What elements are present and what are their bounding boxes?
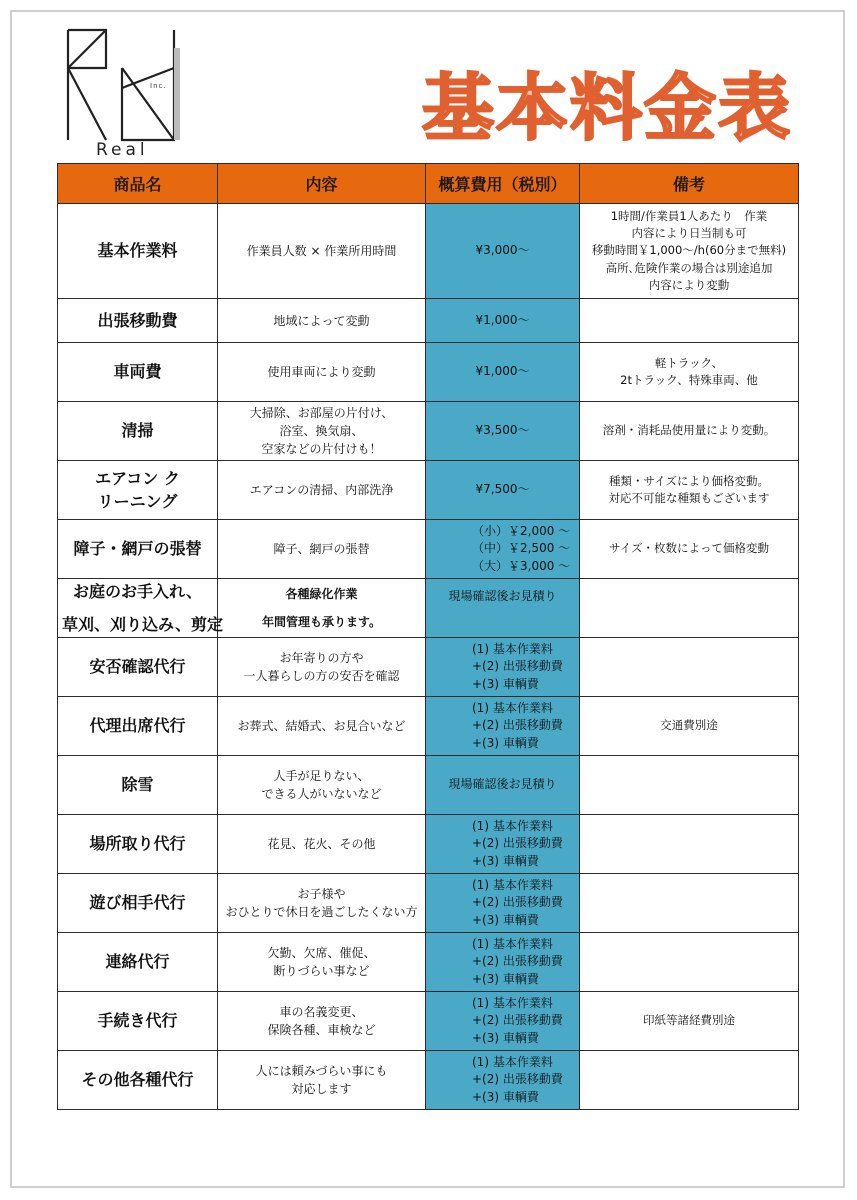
cell-text-line: 各種緑化作業 — [285, 587, 358, 601]
row-cost-cell — [426, 343, 580, 402]
row-cost-cell — [426, 992, 580, 1051]
cell-text-line: 対応不可能な種類もございます — [608, 491, 770, 505]
row-name-cell — [58, 756, 218, 815]
cell-text-line: 印紙等諸経費別途 — [643, 1013, 735, 1028]
cell-text-line: 手続き代行 — [97, 1011, 178, 1031]
row-note-cell — [580, 992, 799, 1051]
row-cost-cell — [426, 815, 580, 874]
row-note-cell — [580, 579, 799, 638]
table-row — [58, 402, 799, 461]
row-name-cell — [58, 579, 223, 638]
table-row — [58, 933, 799, 992]
table-row — [58, 520, 799, 579]
cell-text-line: 高所､危険作業の場合は別途追加 — [605, 260, 773, 275]
cell-text-line: お葬式、結婚式、お見合いなど — [237, 719, 406, 733]
cell-text-line: エアコン ク — [95, 468, 180, 488]
cell-text-line: 種類・サイズにより価格変動。 — [608, 473, 770, 488]
table-row — [58, 697, 799, 756]
cell-text-line: 軽トラック、 — [654, 355, 724, 370]
cell-text-line: 人には頼みづらい事にも — [255, 1064, 388, 1078]
cell-text-line: 除雪 — [121, 775, 154, 795]
table-body — [58, 204, 799, 1110]
cell-text-line: ¥1,000〜 — [475, 312, 530, 327]
row-content-cell — [218, 933, 426, 992]
cell-text-line: 人手が足りない、 — [273, 769, 370, 783]
cell-text-line: +(3) 車輌費 — [472, 1089, 539, 1104]
cell-text-line: (1) 基本作業料 — [472, 936, 553, 951]
row-content-cell — [218, 992, 426, 1051]
row-content-cell — [218, 402, 426, 461]
cell-text-line: 障子・網戸の張替 — [73, 539, 202, 559]
row-note-cell — [580, 815, 799, 874]
cell-text-line: 作業員人数 × 作業所用時間 — [246, 244, 397, 258]
cell-text-line: +(2) 出張移動費 — [472, 895, 563, 910]
row-cost-cell — [426, 402, 580, 461]
cell-text-line: 現場確認後お見積り — [448, 777, 557, 792]
row-note-cell — [580, 756, 799, 815]
cell-text-line: (1) 基本作業料 — [472, 818, 553, 833]
cell-text-line: （大）￥3,000 〜 — [472, 558, 571, 573]
table-row — [58, 992, 799, 1051]
row-name-cell — [58, 992, 218, 1051]
cell-text-line: 安否確認代行 — [89, 657, 186, 677]
header-content: 内容 — [218, 164, 426, 204]
row-cost-cell — [426, 756, 580, 815]
cell-text-line: +(3) 車輌費 — [472, 971, 539, 986]
cell-text-line: 現場確認後お見積り — [448, 589, 557, 604]
logo-wordmark: Real — [96, 140, 149, 160]
cell-text-line: 交通費別途 — [660, 718, 718, 733]
cell-text-line: ¥1,000〜 — [475, 364, 530, 379]
cell-text-line: 空家などの片付けも！ — [261, 442, 382, 456]
cell-text-line: 欠勤、欠席、催促、 — [267, 946, 376, 960]
cell-text-line: +(2) 出張移動費 — [472, 718, 563, 733]
row-content-cell — [218, 579, 426, 638]
table-row — [58, 299, 799, 343]
cell-text-line: 場所取り代行 — [89, 834, 186, 854]
row-name-cell — [58, 815, 218, 874]
cell-text-line: 花見、花火、その他 — [267, 837, 376, 851]
table-row — [58, 815, 799, 874]
cell-text-line: +(2) 出張移動費 — [472, 659, 563, 674]
row-name-cell — [58, 204, 218, 299]
row-cost-cell — [426, 638, 580, 697]
cell-text-line: 1時間/作業員1人あたり 作業 — [610, 208, 768, 223]
row-note-cell — [580, 402, 799, 461]
cell-text-line: 対応します — [291, 1082, 352, 1096]
row-cost-cell — [426, 520, 580, 579]
cell-text-line: (1) 基本作業料 — [472, 700, 553, 715]
row-content-cell — [218, 756, 426, 815]
cell-text-line: +(3) 車輌費 — [472, 853, 539, 868]
cell-text-line: 一人暮らしの方の安否を確認 — [243, 669, 400, 683]
cell-text-line: 内容により変動 — [648, 277, 730, 292]
cell-text-line: おひとりで休日を過ごしたくない方 — [225, 905, 418, 919]
table-row — [58, 638, 799, 697]
cell-text-line: +(3) 車輌費 — [472, 676, 539, 691]
cell-text-line: 移動時間￥1,000〜/h(60分まで無料) — [591, 243, 787, 258]
cell-text-line: (1) 基本作業料 — [472, 995, 553, 1010]
cell-text-line: +(3) 車輌費 — [472, 1030, 539, 1045]
row-content-cell — [218, 204, 426, 299]
cell-text-line: 草刈、刈り込み、剪定 — [62, 615, 223, 634]
cell-text-line: +(3) 車輌費 — [472, 912, 539, 927]
cell-text-line: お年寄りの方や — [279, 651, 364, 665]
cell-text-line: (1) 基本作業料 — [472, 1054, 553, 1069]
row-cost-cell — [426, 1051, 580, 1110]
cell-text-line: +(2) 出張移動費 — [472, 1013, 563, 1028]
table-row — [58, 343, 799, 402]
row-note-cell — [580, 638, 799, 697]
row-name-cell — [58, 697, 218, 756]
row-note-cell — [580, 204, 799, 299]
row-name-cell — [58, 933, 218, 992]
cell-text-line: 使用車両により変動 — [267, 365, 376, 379]
cell-text-line: 連絡代行 — [105, 952, 170, 972]
cell-text-line: できる人がいないなど — [261, 787, 382, 801]
price-table — [57, 163, 799, 1110]
cell-text-line: 浴室、換気扇、 — [279, 424, 364, 438]
row-content-cell — [218, 697, 426, 756]
row-cost-cell — [426, 461, 580, 520]
table-row — [58, 756, 799, 815]
row-note-cell — [580, 299, 799, 343]
row-name-cell — [58, 1051, 218, 1110]
row-name-cell — [58, 874, 218, 933]
logo-inc-text: Inc. — [150, 82, 167, 90]
row-note-cell — [580, 343, 799, 402]
header-product-name: 商品名 — [58, 164, 218, 204]
cell-text-line: お子様や — [297, 887, 346, 901]
row-content-cell — [218, 815, 426, 874]
cell-text-line: 車の名義変更、 — [279, 1005, 364, 1019]
row-content-cell — [218, 461, 426, 520]
row-content-cell — [218, 299, 426, 343]
cell-text-line: エアコンの清掃、内部洗浄 — [249, 483, 394, 497]
table-row — [58, 874, 799, 933]
cell-text-line: 断りづらい事など — [273, 964, 370, 978]
cell-text-line: 代理出席代行 — [89, 716, 186, 736]
row-cost-cell — [426, 204, 580, 299]
row-cost-cell — [426, 874, 580, 933]
cell-text-line: 車両費 — [113, 362, 162, 382]
cell-text-line: +(2) 出張移動費 — [472, 954, 563, 969]
row-cost-cell — [426, 579, 580, 638]
cell-text-line: (1) 基本作業料 — [472, 641, 553, 656]
row-cost-cell — [426, 933, 580, 992]
cell-text-line: 遊び相手代行 — [89, 893, 186, 913]
cell-text-line: 清掃 — [121, 421, 154, 441]
table-header-row — [58, 164, 799, 204]
cell-text-line: +(2) 出張移動費 — [472, 1072, 563, 1087]
cell-text-line: +(2) 出張移動費 — [472, 836, 563, 851]
table-row — [58, 461, 799, 520]
row-name-cell — [58, 638, 218, 697]
row-content-cell — [218, 874, 426, 933]
table-row — [58, 579, 799, 638]
cell-text-line: （中）￥2,500 〜 — [472, 541, 571, 556]
row-name-cell — [58, 343, 218, 402]
row-name-cell — [58, 520, 218, 579]
cell-text-line: 地域によって変動 — [273, 313, 370, 328]
cell-text-line: その他各種代行 — [81, 1070, 194, 1090]
table-row — [58, 1051, 799, 1110]
row-cost-cell — [426, 299, 580, 343]
cell-text-line: お庭のお手入れ、 — [73, 581, 202, 601]
cell-text-line: 年間管理も承ります。 — [261, 615, 382, 629]
header-note: 備考 — [580, 164, 799, 204]
row-content-cell — [218, 638, 426, 697]
cell-text-line: （小）￥2,000 〜 — [472, 523, 571, 538]
table-row — [58, 204, 799, 299]
row-name-cell — [58, 461, 218, 520]
cell-text-line: リーニング — [97, 492, 178, 511]
row-note-cell — [580, 461, 799, 520]
row-name-cell — [58, 402, 218, 461]
cell-text-line: 保険各種、車検など — [267, 1023, 376, 1037]
cell-text-line: 内容により日当制も可 — [631, 226, 747, 241]
row-content-cell — [218, 1051, 426, 1110]
row-note-cell — [580, 874, 799, 933]
cell-text-line: 障子、網戸の張替 — [273, 542, 370, 556]
cell-text-line: ¥3,000〜 — [475, 243, 530, 258]
cell-text-line: 大掃除、お部屋の片付け、 — [249, 406, 394, 420]
header-estimated-cost: 概算費用（税別） — [426, 164, 580, 204]
row-note-cell — [580, 520, 799, 579]
cell-text-line: ¥3,500〜 — [475, 423, 530, 438]
page-title: 基本料金表 — [422, 66, 793, 150]
cell-text-line: 溶剤・消耗品使用量により変動。 — [602, 423, 776, 438]
cell-text-line: 2tトラック、特殊車両、他 — [620, 373, 758, 387]
cell-text-line: 基本作業料 — [97, 241, 178, 261]
row-name-cell — [58, 299, 218, 343]
cell-text-line: 出張移動費 — [97, 310, 178, 330]
cell-text-line: ¥7,500〜 — [475, 482, 530, 497]
cell-text-line: サイズ・枚数によって価格変動 — [608, 541, 770, 556]
row-content-cell — [218, 520, 426, 579]
cell-text-line: +(3) 車輌費 — [472, 735, 539, 750]
row-content-cell — [218, 343, 426, 402]
row-note-cell — [580, 933, 799, 992]
row-note-cell — [580, 697, 799, 756]
row-note-cell — [580, 1051, 799, 1110]
cell-text-line: (1) 基本作業料 — [472, 877, 553, 892]
row-cost-cell — [426, 697, 580, 756]
